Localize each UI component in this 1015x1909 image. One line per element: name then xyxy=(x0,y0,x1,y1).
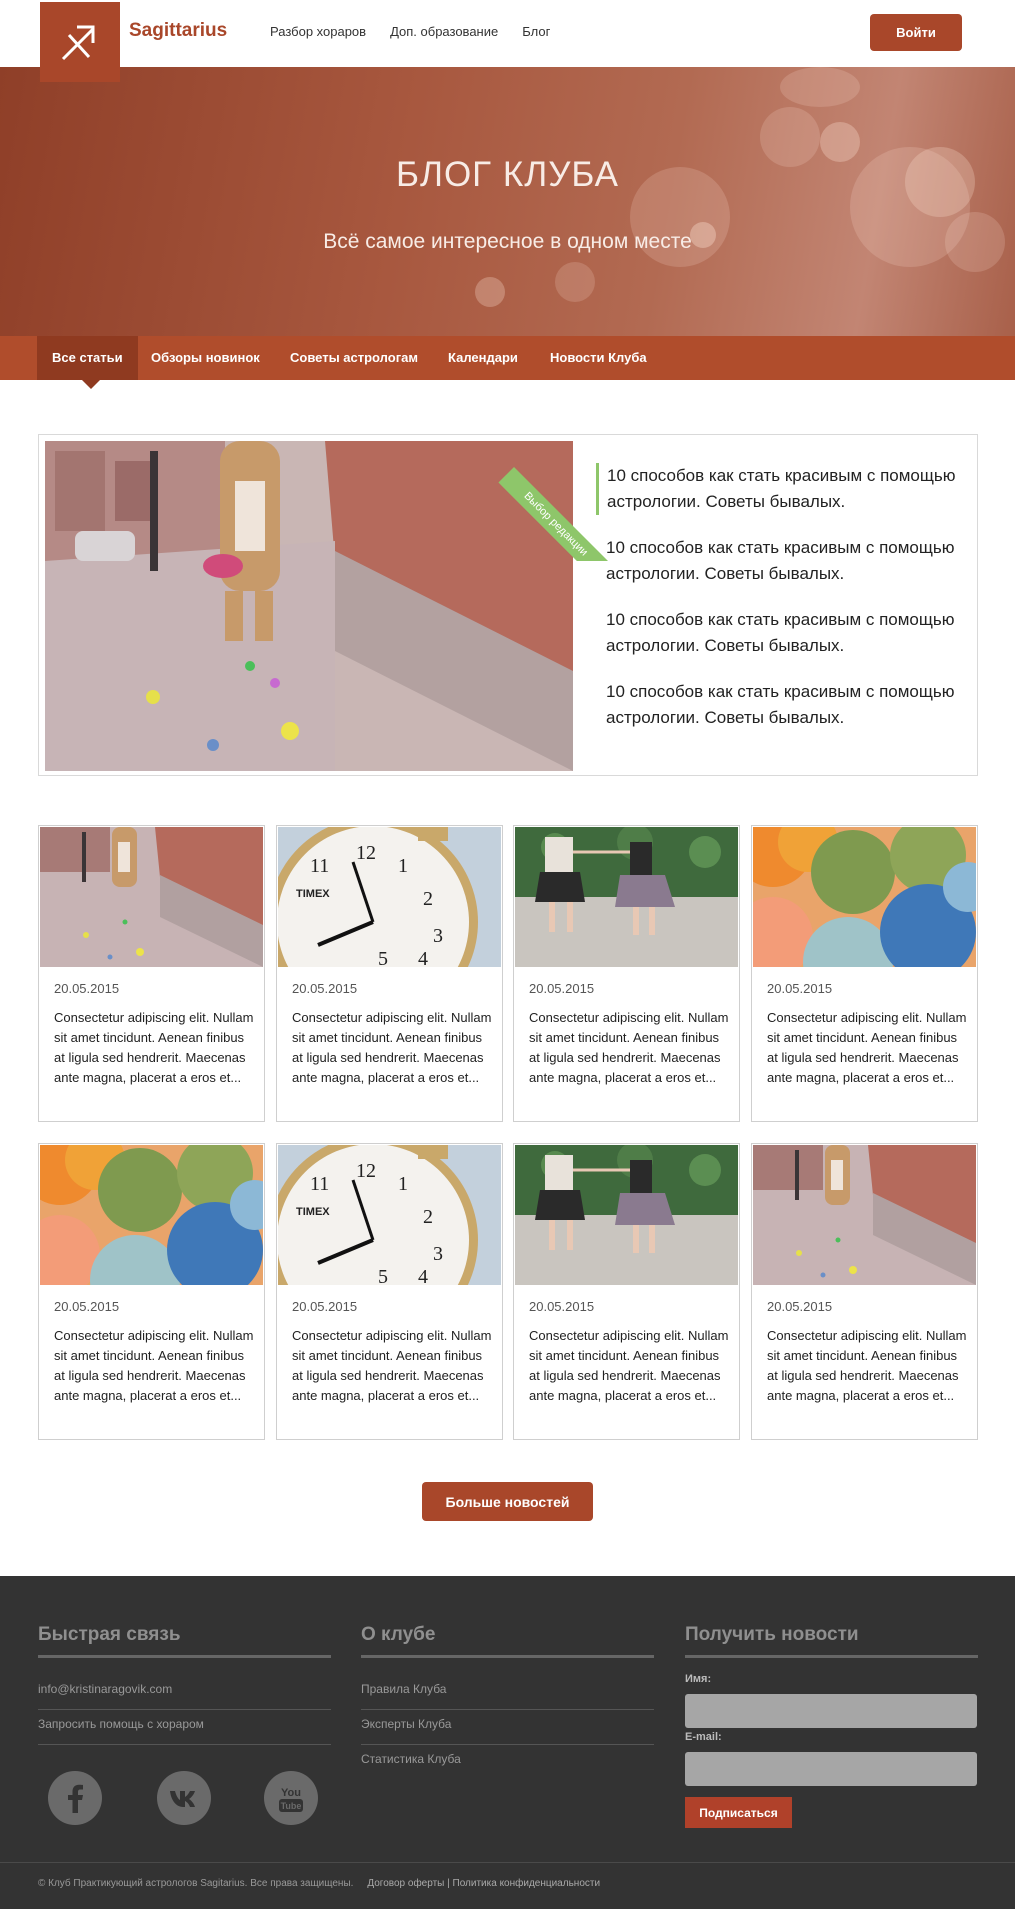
svg-text:4: 4 xyxy=(418,948,428,967)
svg-text:TIMEX: TIMEX xyxy=(296,1206,330,1218)
svg-text:2: 2 xyxy=(423,1206,433,1228)
svg-text:5: 5 xyxy=(378,948,388,967)
news-card[interactable] xyxy=(38,825,265,1122)
svg-text:11: 11 xyxy=(310,855,330,877)
svg-text:12: 12 xyxy=(356,842,376,864)
divider xyxy=(361,1709,654,1710)
name-label: Имя: xyxy=(685,1673,712,1685)
news-card-date: 20.05.2015 xyxy=(529,981,595,996)
news-card-excerpt[interactable]: Consectetur adipiscing elit. Nullam sit amet tincidunt. Aenean finibus at ligula sed hendrerit. Maecenas ante magna, placerat a eros et... xyxy=(767,1328,967,1403)
tab-all-articles[interactable]: Все статьи xyxy=(37,336,138,380)
divider xyxy=(685,1655,978,1658)
nav-education[interactable]: Доп. образование xyxy=(390,24,499,39)
footer-stats-link[interactable]: Статистика Клуба xyxy=(361,1752,461,1766)
hero-title: БЛОГ КЛУБА xyxy=(396,155,619,194)
site-footer xyxy=(0,1576,1015,1909)
subscribe-button[interactable]: Подписаться xyxy=(685,1797,792,1828)
login-button[interactable]: Войти xyxy=(870,14,962,51)
category-bar xyxy=(0,336,1015,380)
youtube-icon[interactable] xyxy=(264,1771,318,1825)
news-card-image[interactable] xyxy=(40,1145,263,1285)
divider xyxy=(38,1744,331,1745)
news-card-image[interactable] xyxy=(753,827,976,967)
news-card[interactable] xyxy=(276,1143,503,1440)
news-card-excerpt[interactable]: Consectetur adipiscing elit. Nullam sit amet tincidunt. Aenean finibus at ligula sed hendrerit. Maecenas ante magna, placerat a eros et... xyxy=(54,1010,254,1085)
tab-reviews[interactable]: Обзоры новинок xyxy=(151,350,260,365)
featured-link[interactable]: 10 способов как стать красивым с помощью астрологии. Советы бывалых. xyxy=(606,538,955,583)
divider xyxy=(38,1709,331,1710)
email-label: E-mail: xyxy=(685,1731,722,1743)
featured-list xyxy=(596,463,966,751)
news-card[interactable] xyxy=(751,825,978,1122)
featured-link[interactable]: 10 способов как стать красивым с помощью астрологии. Советы бывалых. xyxy=(606,610,955,655)
copyright-text: © Клуб Практикующий астрологов Sagitarius. Все права защищены. xyxy=(38,1878,354,1889)
news-card-image[interactable] xyxy=(753,1145,976,1285)
nav-horary[interactable]: Разбор хораров xyxy=(270,24,367,39)
news-card[interactable] xyxy=(513,825,740,1122)
offer-link[interactable]: Договор оферты xyxy=(367,1878,445,1889)
news-card-image[interactable] xyxy=(278,1145,501,1285)
tab-astrologer-tips[interactable]: Советы астрологам xyxy=(290,350,418,365)
news-card-date: 20.05.2015 xyxy=(292,981,358,996)
news-card-date: 20.05.2015 xyxy=(529,1299,595,1314)
divider xyxy=(361,1744,654,1745)
news-card-date: 20.05.2015 xyxy=(767,981,833,996)
svg-text:4: 4 xyxy=(418,1266,428,1285)
featured-block xyxy=(38,434,978,776)
vk-icon[interactable] xyxy=(157,1771,211,1825)
news-card-excerpt[interactable]: Consectetur adipiscing elit. Nullam sit amet tincidunt. Aenean finibus at ligula sed hendrerit. Maecenas ante magna, placerat a eros et... xyxy=(292,1328,492,1403)
footer-experts-link[interactable]: Эксперты Клуба xyxy=(361,1717,452,1731)
news-card-date: 20.05.2015 xyxy=(54,981,120,996)
svg-text:3: 3 xyxy=(433,1243,443,1265)
svg-text:1: 1 xyxy=(398,1173,408,1195)
news-card-date: 20.05.2015 xyxy=(54,1299,120,1314)
site-header xyxy=(0,0,1015,67)
news-card-image[interactable] xyxy=(515,827,738,967)
divider xyxy=(0,1862,1015,1863)
news-card[interactable] xyxy=(751,1143,978,1440)
news-card-excerpt[interactable]: Consectetur adipiscing elit. Nullam sit amet tincidunt. Aenean finibus at ligula sed hendrerit. Maecenas ante magna, placerat a eros et... xyxy=(529,1010,729,1085)
brand-name[interactable]: Sagittarius xyxy=(129,20,228,41)
featured-link[interactable]: 10 способов как стать красивым с помощью астрологии. Советы бывалых. xyxy=(596,463,966,515)
hero-subtitle: Всё самое интересное в одном месте xyxy=(323,230,692,253)
svg-text:11: 11 xyxy=(310,1173,330,1195)
footer-news-title: Получить новости xyxy=(685,1624,859,1645)
more-news-button[interactable]: Больше новостей xyxy=(422,1482,593,1521)
divider xyxy=(361,1655,654,1658)
svg-text:You: You xyxy=(281,1787,301,1799)
logo-icon[interactable] xyxy=(40,2,120,82)
tab-calendars[interactable]: Календари xyxy=(448,350,518,365)
svg-text:3: 3 xyxy=(433,925,443,947)
svg-text:Tube: Tube xyxy=(280,1801,302,1811)
svg-text:5: 5 xyxy=(378,1266,388,1285)
footer-contact-title: Быстрая связь xyxy=(38,1624,181,1645)
svg-text:2: 2 xyxy=(423,888,433,910)
link-separator: | xyxy=(447,1878,450,1889)
news-card-image[interactable] xyxy=(40,827,263,967)
nav-blog[interactable]: Блог xyxy=(522,24,551,39)
footer-rules-link[interactable]: Правила Клуба xyxy=(361,1682,447,1696)
news-card-image[interactable] xyxy=(278,827,501,967)
divider xyxy=(38,1655,331,1658)
news-card-excerpt[interactable]: Consectetur adipiscing elit. Nullam sit amet tincidunt. Aenean finibus at ligula sed hendrerit. Maecenas ante magna, placerat a eros et... xyxy=(54,1328,254,1403)
name-field[interactable] xyxy=(685,1694,977,1728)
hero-banner xyxy=(0,67,1015,336)
news-card[interactable] xyxy=(276,825,503,1122)
main-nav xyxy=(270,24,574,39)
news-card-excerpt[interactable]: Consectetur adipiscing elit. Nullam sit amet tincidunt. Aenean finibus at ligula sed hendrerit. Maecenas ante magna, placerat a eros et... xyxy=(529,1328,729,1403)
svg-text:1: 1 xyxy=(398,855,408,877)
privacy-link[interactable]: Политика конфиденциальности xyxy=(452,1878,601,1889)
featured-link[interactable]: 10 способов как стать красивым с помощью астрологии. Советы бывалых. xyxy=(606,682,955,727)
ribbon-label: Выбор редакции xyxy=(498,467,613,561)
news-card[interactable] xyxy=(513,1143,740,1440)
footer-help-link[interactable]: Запросить помощь с хораром xyxy=(38,1717,204,1731)
active-tab-indicator xyxy=(82,380,100,389)
facebook-icon[interactable] xyxy=(48,1771,102,1825)
svg-text:12: 12 xyxy=(356,1160,376,1182)
news-card[interactable] xyxy=(38,1143,265,1440)
footer-about-title: О клубе xyxy=(361,1624,436,1645)
email-field[interactable] xyxy=(685,1752,977,1786)
news-card-excerpt[interactable]: Consectetur adipiscing elit. Nullam sit amet tincidunt. Aenean finibus at ligula sed hendrerit. Maecenas ante magna, placerat a eros et... xyxy=(292,1010,492,1085)
svg-text:TIMEX: TIMEX xyxy=(296,888,330,900)
news-card-image[interactable] xyxy=(515,1145,738,1285)
tab-club-news[interactable]: Новости Клуба xyxy=(550,350,647,365)
news-card-excerpt[interactable]: Consectetur adipiscing elit. Nullam sit amet tincidunt. Aenean finibus at ligula sed hendrerit. Maecenas ante magna, placerat a eros et... xyxy=(767,1010,967,1085)
news-card-date: 20.05.2015 xyxy=(292,1299,358,1314)
featured-image[interactable] xyxy=(45,441,573,771)
copyright-line xyxy=(38,1878,600,1889)
footer-email-link[interactable]: info@kristinaragovik.com xyxy=(38,1682,173,1696)
news-card-date: 20.05.2015 xyxy=(767,1299,833,1314)
